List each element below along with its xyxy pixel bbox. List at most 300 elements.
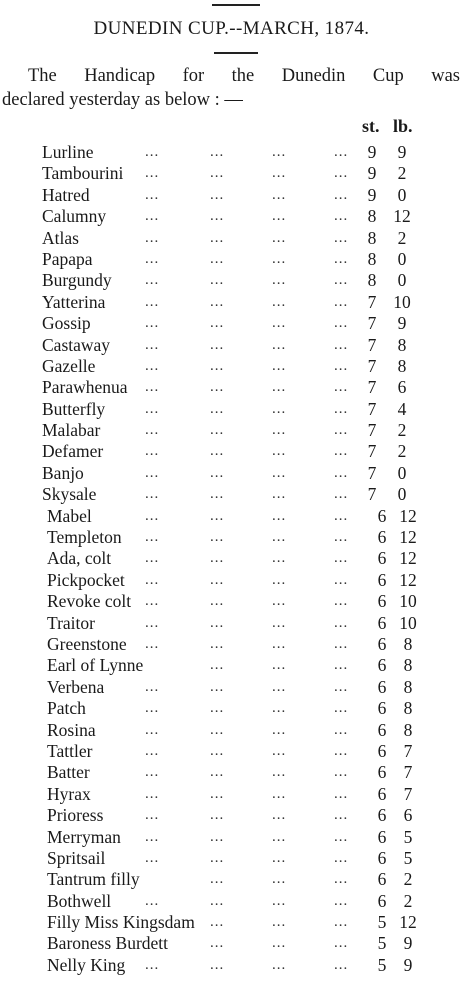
leader-dots: ...: [145, 529, 160, 546]
leader-dots: ...: [334, 400, 349, 417]
horse-name: Tattler: [47, 740, 93, 761]
horse-name: Ada, colt: [47, 548, 112, 569]
weight-pounds: 12: [399, 505, 417, 526]
weight-stones: 5: [377, 933, 387, 954]
leader-dots: ...: [334, 700, 349, 717]
leader-dots: ...: [272, 657, 287, 674]
weight-stones: 7: [367, 377, 377, 398]
leader-dots: ...: [334, 892, 349, 909]
leader-dots: ...: [145, 208, 160, 225]
horse-name: Earl of Lynne: [47, 655, 144, 676]
leader-dots: ...: [334, 315, 349, 332]
leader-dots: ...: [334, 828, 349, 845]
leader-dots: ...: [272, 165, 287, 182]
leader-dots: ...: [272, 871, 287, 888]
leader-dots: ...: [210, 336, 225, 353]
horse-name: Skysale: [42, 484, 97, 505]
entry-row: [0, 335, 463, 356]
leader-dots: ...: [334, 250, 349, 267]
leader-dots: ...: [210, 807, 225, 824]
top-rule: [212, 4, 260, 6]
leader-dots: ...: [334, 742, 349, 759]
leader-dots: ...: [210, 828, 225, 845]
weight-pounds: 8: [403, 719, 413, 740]
entry-row: [0, 762, 463, 783]
entry-row: [0, 142, 463, 163]
leader-dots: ...: [210, 849, 225, 866]
leader-dots: ...: [334, 593, 349, 610]
leader-dots: ...: [272, 721, 287, 738]
leader-dots: ...: [272, 357, 287, 374]
leader-dots: ...: [145, 593, 160, 610]
leader-dots: ...: [210, 956, 225, 973]
leader-dots: ...: [334, 785, 349, 802]
intro-paragraph: [2, 64, 460, 112]
weight-pounds: 12: [393, 206, 411, 227]
leader-dots: ...: [334, 956, 349, 973]
leader-dots: ...: [272, 486, 287, 503]
leader-dots: ...: [210, 229, 225, 246]
leader-dots: ...: [210, 635, 225, 652]
leader-dots: ...: [210, 657, 225, 674]
weight-stones: 7: [367, 398, 377, 419]
weight-pounds: 2: [397, 163, 407, 184]
entry-row: [0, 784, 463, 805]
leader-dots: ...: [145, 721, 160, 738]
weight-pounds: 8: [403, 633, 413, 654]
weight-pounds: 8: [397, 355, 407, 376]
leader-dots: ...: [272, 229, 287, 246]
entry-row: [0, 527, 463, 548]
weight-stones: 7: [367, 334, 377, 355]
leader-dots: ...: [334, 357, 349, 374]
horse-name: Mabel: [47, 505, 92, 526]
entry-row: [0, 313, 463, 334]
horse-name: Defamer: [42, 441, 104, 462]
weight-stones: 9: [367, 184, 377, 205]
horse-name: Parawhenua: [42, 377, 128, 398]
leader-dots: ...: [334, 529, 349, 546]
horse-name: Castaway: [42, 334, 111, 355]
leader-dots: ...: [272, 186, 287, 203]
leader-dots: ...: [210, 550, 225, 567]
weight-pounds: 2: [397, 420, 407, 441]
horse-name: Spritsail: [47, 847, 106, 868]
leader-dots: ...: [210, 764, 225, 781]
entry-row: [0, 955, 463, 976]
horse-name: Calumny: [42, 206, 107, 227]
weight-stones: 6: [377, 805, 387, 826]
weight-pounds: 0: [397, 270, 407, 291]
horse-name: Banjo: [42, 462, 84, 483]
leader-dots: ...: [145, 807, 160, 824]
leader-dots: ...: [334, 678, 349, 695]
leader-dots: ...: [145, 507, 160, 524]
horse-name: Tantrum filly: [47, 869, 140, 890]
leader-dots: ...: [334, 379, 349, 396]
horse-name: Rosina: [47, 719, 96, 740]
leader-dots: ...: [145, 400, 160, 417]
weight-pounds: 4: [397, 398, 407, 419]
leader-dots: ...: [272, 336, 287, 353]
weight-stones: 6: [377, 505, 387, 526]
weight-pounds: 2: [403, 869, 413, 890]
leader-dots: ...: [210, 186, 225, 203]
weight-stones: 7: [367, 462, 377, 483]
leader-dots: ...: [145, 785, 160, 802]
leader-dots: ...: [334, 657, 349, 674]
leader-dots: ...: [210, 742, 225, 759]
leader-dots: ...: [210, 250, 225, 267]
weight-stones: 9: [367, 142, 377, 162]
leader-dots: ...: [145, 550, 160, 567]
leader-dots: ...: [210, 614, 225, 631]
leader-dots: ...: [334, 443, 349, 460]
entry-row: [0, 163, 463, 184]
weight-pounds: 12: [399, 569, 417, 590]
leader-dots: ...: [272, 678, 287, 695]
horse-name: Pickpocket: [47, 569, 125, 590]
leader-dots: ...: [210, 379, 225, 396]
leader-dots: ...: [334, 229, 349, 246]
leader-dots: ...: [210, 700, 225, 717]
weight-stones: 7: [367, 420, 377, 441]
leader-dots: ...: [272, 144, 287, 160]
leader-dots: ...: [145, 849, 160, 866]
leader-dots: ...: [334, 721, 349, 738]
leader-dots: ...: [145, 956, 160, 973]
weight-pounds: 0: [397, 248, 407, 269]
horse-name: Baroness Burdett: [47, 933, 169, 954]
weight-stones: 5: [377, 954, 387, 975]
headline: DUNEDIN CUP.--MARCH, 1874.: [93, 18, 370, 39]
leader-dots: ...: [145, 443, 160, 460]
weight-pounds: 7: [403, 762, 413, 783]
entry-row: [0, 570, 463, 591]
entry-row: [0, 228, 463, 249]
entry-row: [0, 377, 463, 398]
leader-dots: ...: [334, 571, 349, 588]
weight-stones: 7: [367, 313, 377, 334]
leader-dots: ...: [145, 250, 160, 267]
leader-dots: ...: [210, 785, 225, 802]
weight-stones: 7: [367, 484, 377, 505]
leader-dots: ...: [334, 186, 349, 203]
weight-pounds: 0: [397, 484, 407, 505]
weight-stones: 6: [377, 719, 387, 740]
weight-pounds: 7: [403, 783, 413, 804]
entry-row: [0, 655, 463, 676]
leader-dots: ...: [272, 272, 287, 289]
leader-dots: ...: [334, 272, 349, 289]
weight-pounds: 8: [397, 334, 407, 355]
horse-name: Patch: [47, 698, 86, 719]
horse-name: Batter: [47, 762, 90, 783]
weight-pounds: 10: [399, 591, 417, 612]
leader-dots: ...: [210, 464, 225, 481]
weight-stones: 8: [367, 270, 377, 291]
leader-dots: ...: [272, 764, 287, 781]
weight-pounds: 9: [403, 933, 413, 954]
entry-row: [0, 613, 463, 634]
leader-dots: ...: [145, 764, 160, 781]
leader-dots: ...: [272, 550, 287, 567]
leader-dots: ...: [210, 507, 225, 524]
leader-dots: ...: [272, 208, 287, 225]
horse-name: Gossip: [42, 313, 91, 334]
leader-dots: ...: [272, 464, 287, 481]
weight-pounds: 0: [397, 462, 407, 483]
leader-dots: ...: [272, 379, 287, 396]
leader-dots: ...: [210, 914, 225, 931]
weight-pounds: 12: [399, 527, 417, 548]
leader-dots: ...: [210, 272, 225, 289]
leader-dots: ...: [210, 529, 225, 546]
column-header-pounds: lb.: [393, 116, 413, 136]
leader-dots: ...: [272, 935, 287, 952]
weight-stones: 6: [377, 762, 387, 783]
intro-line-2: declared yesterday as below : —: [2, 90, 243, 110]
entry-row: [0, 634, 463, 655]
leader-dots: ...: [272, 785, 287, 802]
leader-dots: ...: [334, 935, 349, 952]
horse-name: Revoke colt: [47, 591, 132, 612]
weight-pounds: 2: [397, 227, 407, 248]
entry-row: [0, 805, 463, 826]
horse-name: Filly Miss Kingsdam: [47, 912, 195, 933]
entry-row: [0, 591, 463, 612]
leader-dots: ...: [145, 315, 160, 332]
leader-dots: ...: [145, 336, 160, 353]
entry-row: [0, 548, 463, 569]
leader-dots: ...: [334, 849, 349, 866]
weight-stones: 6: [377, 869, 387, 890]
weight-stones: 8: [367, 206, 377, 227]
weight-stones: 8: [367, 227, 377, 248]
horse-name: Malabar: [42, 420, 101, 441]
horse-name: Butterfly: [42, 398, 106, 419]
weight-pounds: 8: [403, 698, 413, 719]
horse-name: Hatred: [42, 184, 90, 205]
leader-dots: ...: [272, 443, 287, 460]
leader-dots: ...: [145, 144, 160, 160]
weight-stones: 6: [377, 655, 387, 676]
entry-row: [0, 356, 463, 377]
leader-dots: ...: [210, 892, 225, 909]
leader-dots: ...: [334, 144, 349, 160]
leader-dots: ...: [272, 422, 287, 439]
leader-dots: ...: [145, 635, 160, 652]
horse-name: Gazelle: [42, 355, 96, 376]
leader-dots: ...: [334, 871, 349, 888]
leader-dots: ...: [145, 272, 160, 289]
leader-dots: ...: [272, 593, 287, 610]
leader-dots: ...: [145, 678, 160, 695]
weight-pounds: 5: [403, 847, 413, 868]
horse-name: Atlas: [42, 227, 79, 248]
weight-stones: 6: [377, 783, 387, 804]
leader-dots: ...: [145, 828, 160, 845]
entry-row: [0, 891, 463, 912]
leader-dots: ...: [334, 464, 349, 481]
headline-rule: [214, 52, 258, 54]
leader-dots: ...: [272, 315, 287, 332]
horse-name: Yatterina: [42, 291, 106, 312]
leader-dots: ...: [145, 464, 160, 481]
entry-row: [0, 848, 463, 869]
weight-pounds: 9: [397, 313, 407, 334]
horse-name: Bothwell: [47, 890, 112, 911]
leader-dots: ...: [272, 293, 287, 310]
weight-stones: 8: [367, 248, 377, 269]
leader-dots: ...: [210, 400, 225, 417]
entry-row: [0, 185, 463, 206]
weight-pounds: 10: [393, 291, 411, 312]
leader-dots: ...: [145, 165, 160, 182]
leader-dots: ...: [334, 764, 349, 781]
leader-dots: ...: [334, 550, 349, 567]
horse-name: Tambourini: [42, 163, 124, 184]
weight-pounds: 8: [403, 655, 413, 676]
leader-dots: ...: [334, 507, 349, 524]
leader-dots: ...: [145, 357, 160, 374]
weight-stones: 6: [377, 676, 387, 697]
leader-dots: ...: [145, 229, 160, 246]
leader-dots: ...: [210, 571, 225, 588]
entry-row: [0, 206, 463, 227]
horse-name: Nelly King: [47, 954, 126, 975]
leader-dots: ...: [272, 849, 287, 866]
leader-dots: ...: [334, 635, 349, 652]
leader-dots: ...: [145, 742, 160, 759]
horse-name: Templeton: [47, 527, 122, 548]
leader-dots: ...: [272, 529, 287, 546]
leader-dots: ...: [272, 635, 287, 652]
leader-dots: ...: [145, 486, 160, 503]
horse-name: Papapa: [42, 248, 93, 269]
leader-dots: ...: [210, 208, 225, 225]
leader-dots: ...: [145, 422, 160, 439]
leader-dots: ...: [210, 165, 225, 182]
leader-dots: ...: [210, 593, 225, 610]
entry-row: [0, 399, 463, 420]
weight-stones: 6: [377, 569, 387, 590]
weight-stones: 5: [377, 912, 387, 933]
leader-dots: ...: [210, 678, 225, 695]
leader-dots: ...: [272, 507, 287, 524]
weight-stones: 7: [367, 291, 377, 312]
weight-pounds: 8: [403, 676, 413, 697]
weight-stones: 7: [367, 441, 377, 462]
entry-row: [0, 827, 463, 848]
entry-row: [0, 249, 463, 270]
weight-stones: 6: [377, 633, 387, 654]
weight-pounds: 9: [397, 142, 407, 162]
leader-dots: ...: [272, 250, 287, 267]
weight-pounds: 7: [403, 740, 413, 761]
horse-name: Lurline: [42, 142, 94, 162]
horse-name: Merryman: [47, 826, 121, 847]
leader-dots: ...: [334, 914, 349, 931]
entry-row: [0, 484, 463, 505]
horse-name: Verbena: [47, 676, 105, 697]
leader-dots: ...: [272, 892, 287, 909]
leader-dots: ...: [145, 892, 160, 909]
entry-row: [0, 441, 463, 462]
weight-stones: 6: [377, 847, 387, 868]
entry-row: [0, 912, 463, 933]
weight-stones: 6: [377, 548, 387, 569]
entry-row: [0, 677, 463, 698]
leader-dots: ...: [210, 357, 225, 374]
leader-dots: ...: [334, 614, 349, 631]
leader-dots: ...: [334, 336, 349, 353]
weight-pounds: 6: [397, 377, 407, 398]
weight-pounds: 12: [399, 548, 417, 569]
entry-row: [0, 270, 463, 291]
weight-stones: 6: [377, 890, 387, 911]
leader-dots: ...: [145, 379, 160, 396]
weight-pounds: 9: [403, 954, 413, 975]
horse-name: Hyrax: [47, 783, 91, 804]
leader-dots: ...: [272, 914, 287, 931]
weight-pounds: 6: [403, 805, 413, 826]
leader-dots: ...: [145, 700, 160, 717]
weight-pounds: 2: [403, 890, 413, 911]
leader-dots: ...: [334, 807, 349, 824]
weight-pounds: 10: [399, 612, 417, 633]
entry-row: [0, 698, 463, 719]
leader-dots: ...: [272, 700, 287, 717]
entry-row: [0, 463, 463, 484]
entry-row: [0, 506, 463, 527]
weight-pounds: 12: [399, 912, 417, 933]
leader-dots: ...: [334, 486, 349, 503]
weight-pounds: 0: [397, 184, 407, 205]
weight-stones: 6: [377, 826, 387, 847]
leader-dots: ...: [145, 571, 160, 588]
intro-line-1: The Handicap for the Dunedin Cup was: [28, 66, 460, 86]
entry-row: [0, 741, 463, 762]
leader-dots: ...: [145, 614, 160, 631]
leader-dots: ...: [334, 293, 349, 310]
leader-dots: ...: [334, 165, 349, 182]
weight-pounds: 2: [397, 441, 407, 462]
leader-dots: ...: [272, 571, 287, 588]
leader-dots: ...: [272, 828, 287, 845]
leader-dots: ...: [145, 293, 160, 310]
horse-name: Greenstone: [47, 633, 127, 654]
leader-dots: ...: [272, 807, 287, 824]
entry-row: [0, 292, 463, 313]
entry-row: [0, 720, 463, 741]
column-header-stones: st.: [362, 116, 380, 136]
horse-name: Burgundy: [42, 270, 112, 291]
leader-dots: ...: [210, 871, 225, 888]
leader-dots: ...: [334, 422, 349, 439]
leader-dots: ...: [272, 956, 287, 973]
leader-dots: ...: [272, 742, 287, 759]
weight-stones: 6: [377, 612, 387, 633]
leader-dots: ...: [210, 144, 225, 160]
leader-dots: ...: [210, 293, 225, 310]
horse-name: Prioress: [47, 805, 104, 826]
leader-dots: ...: [210, 486, 225, 503]
leader-dots: ...: [210, 315, 225, 332]
leader-dots: ...: [210, 935, 225, 952]
leader-dots: ...: [210, 721, 225, 738]
weight-stones: 6: [377, 591, 387, 612]
